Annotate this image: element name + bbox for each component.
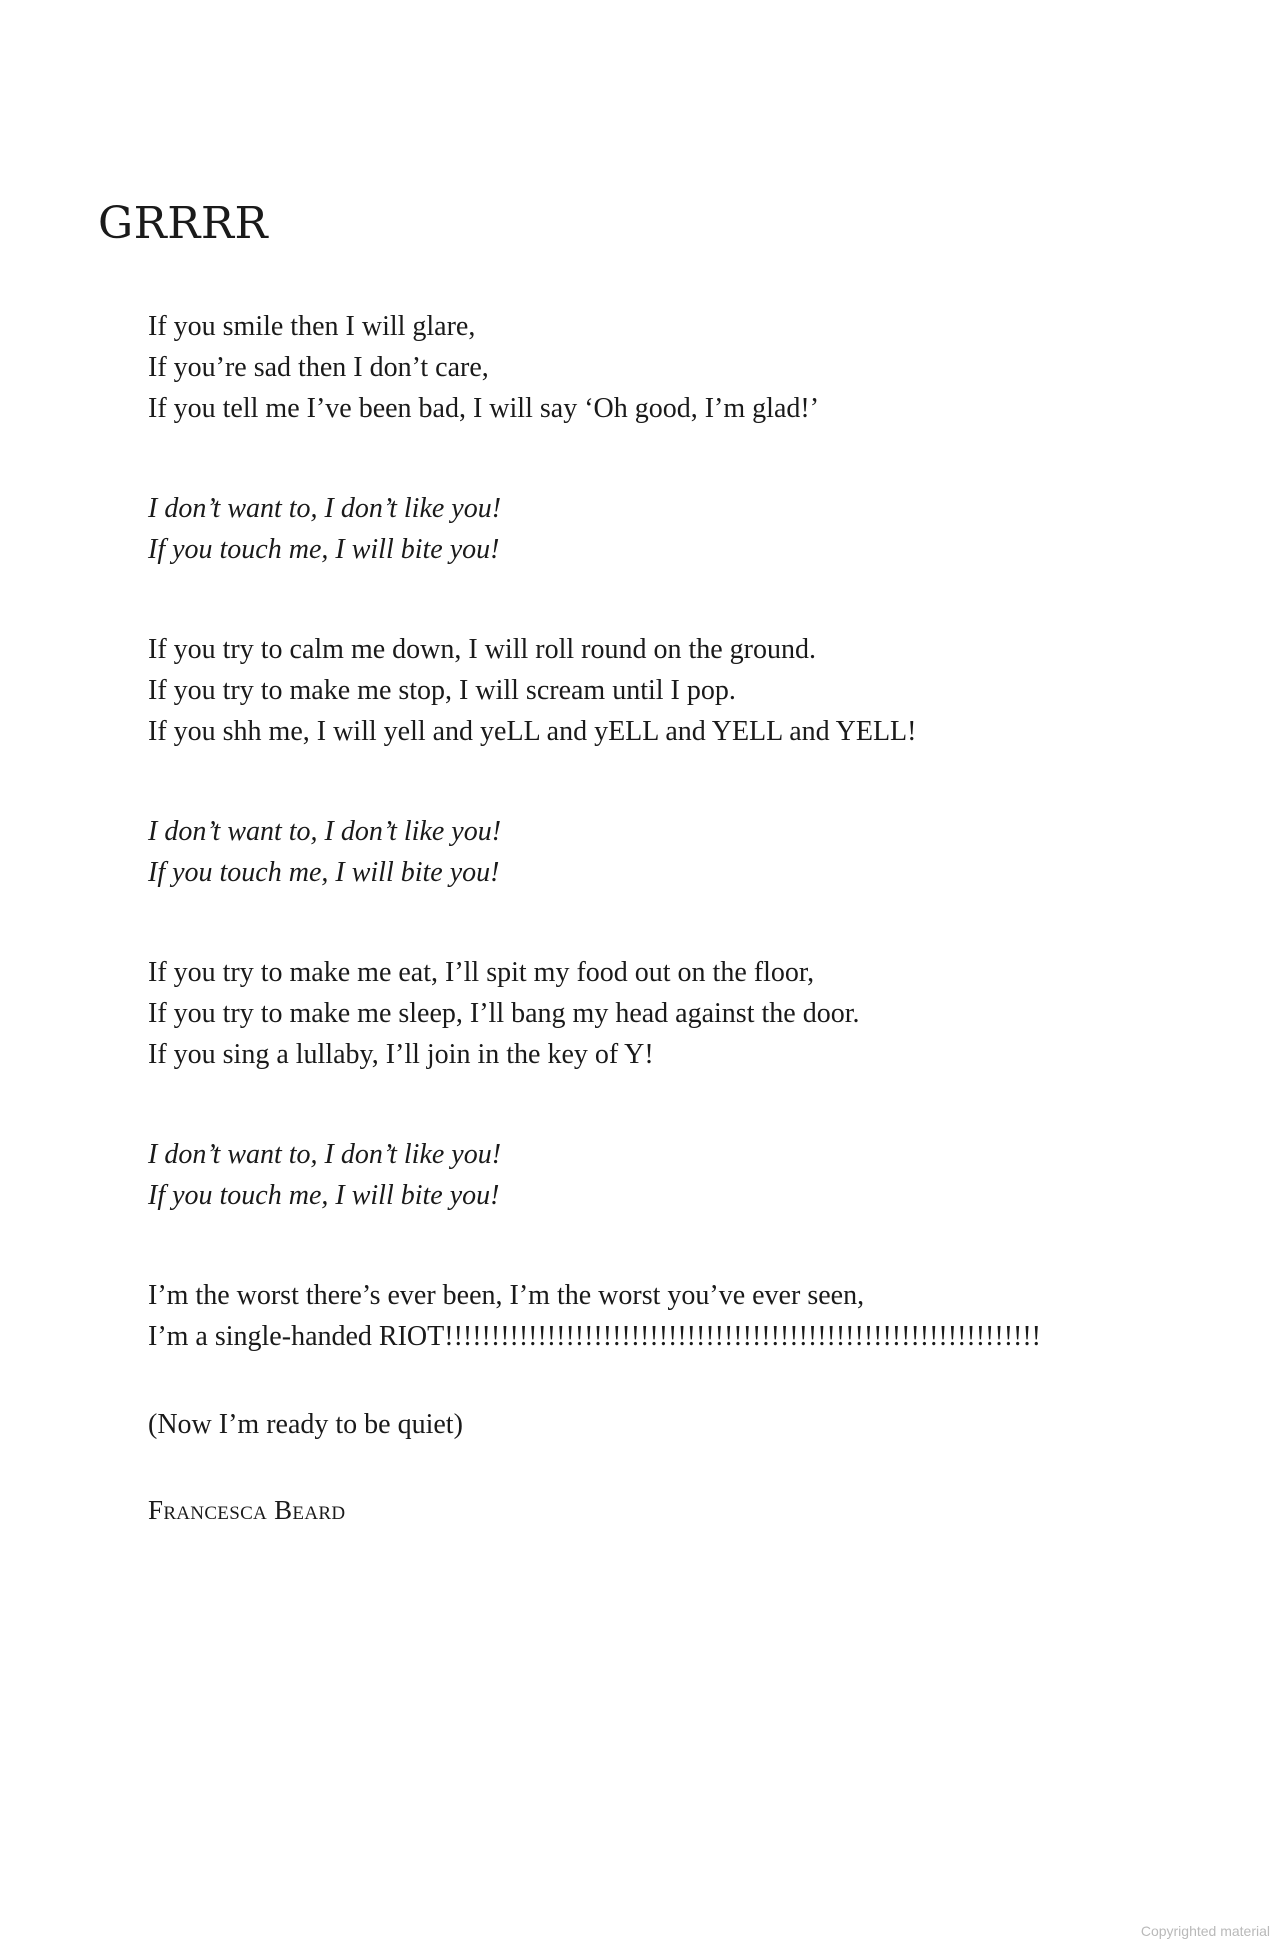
- chorus-line: I don’t want to, I don’t like you!: [148, 1139, 502, 1170]
- copyright-watermark: Copyrighted material: [1140, 1923, 1270, 1939]
- poem-line: I’m a single-handed RIOT!!!!!!!!!!!!!!!!!!!!!!!!!!!!!!!!!!!!!!!!!!!!!!!!!!!!!!!!!!!!!!!!: [148, 1321, 1041, 1352]
- poem-title: GRRRR: [98, 198, 269, 249]
- poem-line: If you’re sad then I don’t care,: [148, 352, 489, 383]
- chorus-line: If you touch me, I will bite you!: [148, 534, 500, 565]
- poem-line: If you try to make me sleep, I’ll bang my head against the door.: [148, 998, 860, 1029]
- closing-line: [148, 1404, 1248, 1445]
- chorus-1: [148, 488, 1248, 570]
- poem-line: If you shh me, I will yell and yeLL and yELL and YELL and YELL!: [148, 716, 917, 747]
- stanza-2: [148, 629, 1248, 752]
- poem-body: [148, 306, 1248, 1528]
- poem-line: (Now I’m ready to be quiet): [148, 1409, 463, 1440]
- stanza-3: [148, 952, 1248, 1075]
- stanza-1: [148, 306, 1248, 429]
- poem-line: If you try to make me stop, I will scream until I pop.: [148, 675, 736, 706]
- poem-line: If you try to calm me down, I will roll round on the ground.: [148, 634, 816, 665]
- poem-line: If you sing a lullaby, I’ll join in the key of Y!: [148, 1039, 654, 1070]
- poem-line: If you tell me I’ve been bad, I will say ‘Oh good, I’m glad!’: [148, 393, 820, 424]
- chorus-line: I don’t want to, I don’t like you!: [148, 493, 502, 524]
- chorus-line: If you touch me, I will bite you!: [148, 1180, 500, 1211]
- chorus-line: If you touch me, I will bite you!: [148, 857, 500, 888]
- poem-line: If you smile then I will glare,: [148, 311, 476, 342]
- stanza-4: [148, 1275, 1248, 1357]
- author-name: Francesca Beard: [148, 1495, 346, 1525]
- chorus-3: [148, 1134, 1248, 1216]
- poem-line: If you try to make me eat, I’ll spit my food out on the floor,: [148, 957, 815, 988]
- chorus-2: [148, 811, 1248, 893]
- poem-line: I’m the worst there’s ever been, I’m the worst you’ve ever seen,: [148, 1280, 865, 1311]
- chorus-line: I don’t want to, I don’t like you!: [148, 816, 502, 847]
